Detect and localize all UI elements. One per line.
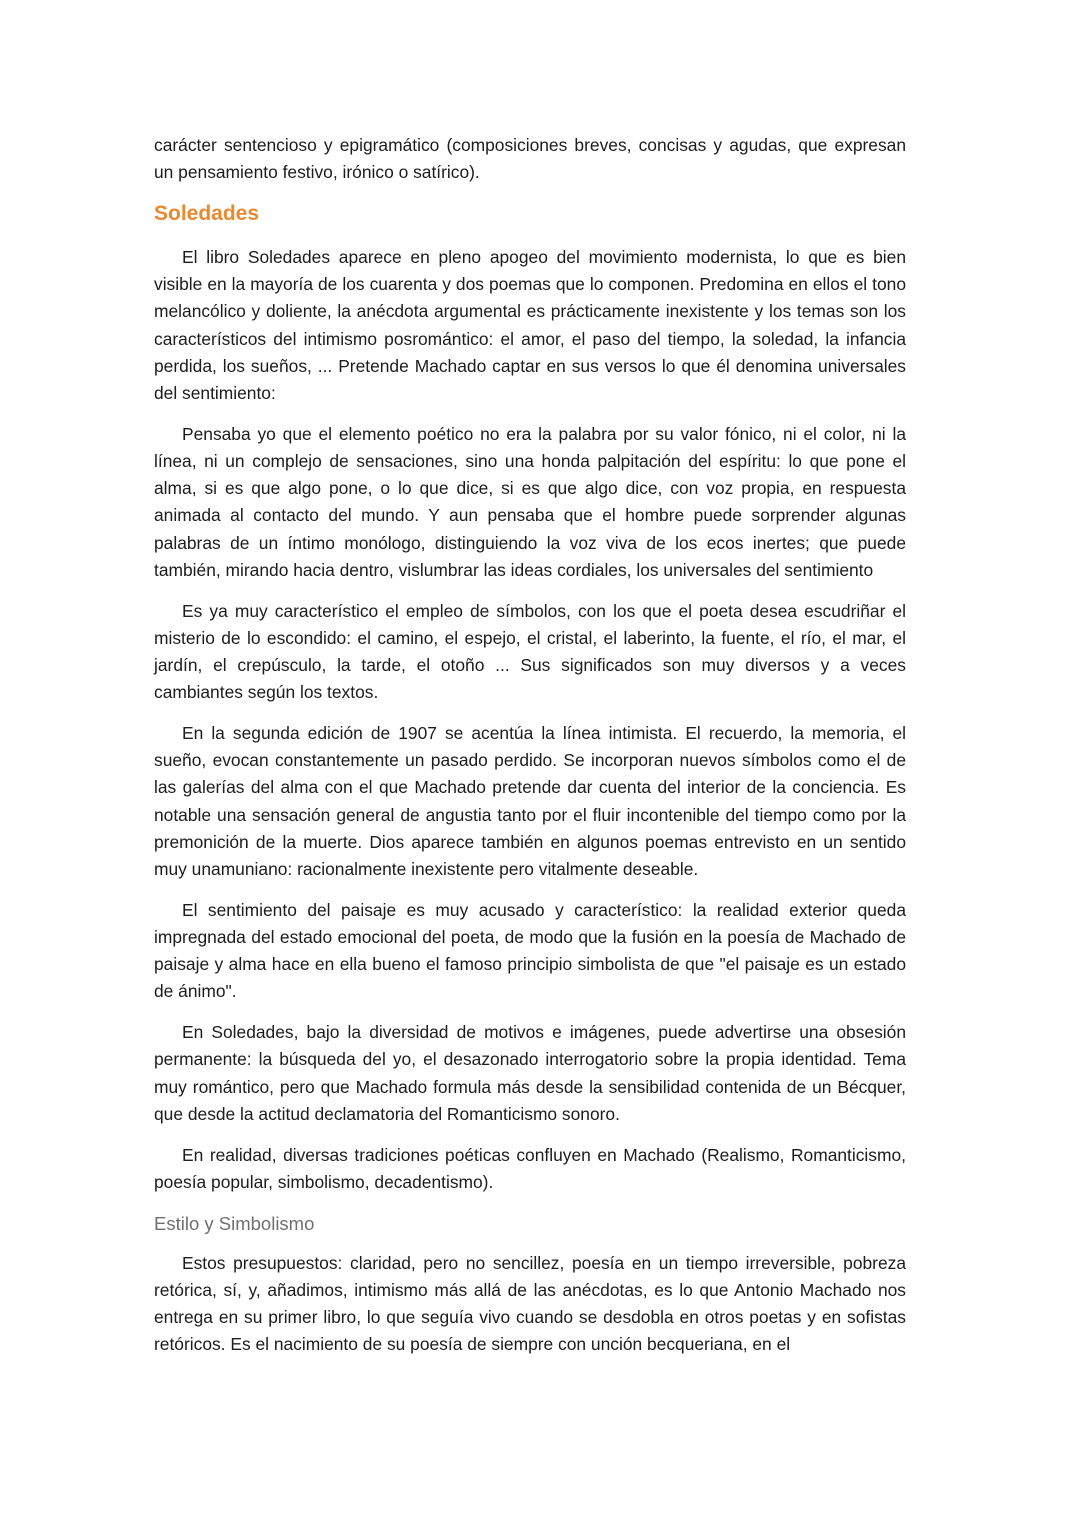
intro-paragraph: carácter sentencioso y epigramático (composiciones breves, concisas y agudas, que expresan un pensamiento festivo, irónico o satírico).: [154, 135, 906, 183]
subsection-title: Estilo y Simbolismo: [154, 1212, 315, 1234]
document-page: [154, 132, 906, 1372]
paragraph-7: En realidad, diversas tradiciones poéticas confluyen en Machado (Realismo, Romanticismo, poesía popular, simbolismo, decadentismo).: [154, 1144, 906, 1192]
paragraph-2-quote: Pensaba yo que el elemento poético no era la palabra por su valor fónico, ni el color, ni la línea, ni un complejo de sensaciones, sino una honda palpitación del espíritu: lo que pone el alma, si es que algo pone, o lo que dice, si es que algo dice, con voz propia, en respuesta animada al contacto del mundo. Y aun pensaba que el hombre puede sorprender algunas palabras de un íntimo monólogo, distinguiendo la voz viva de los ecos inertes; que puede también, mirando hacia dentro, vislumbrar las ideas cordiales, los universales del sentimiento: [154, 423, 906, 580]
paragraph-4: En la segunda edición de 1907 se acentúa la línea intimista. El recuerdo, la memoria, el sueño, evocan constantemente un pasado perdido. Se incorporan nuevos símbolos como el de las galerías del alma con el que Machado pretende dar cuenta del interior de la conciencia. Es notable una sensación general de angustia tanto por el fluir incontenible del tiempo como por la premonición de la muerte. Dios aparece también en algunos poemas entrevisto en un sentido muy unamuniano: racionalmente inexistente pero vitalmente deseable.: [154, 723, 906, 880]
paragraph-5: El sentimiento del paisaje es muy acusado y característico: la realidad exterior queda impregnada del estado emocional del poeta, de modo que la fusión en la poesía de Machado de paisaje y alma hace en ella bueno el famoso principio simbolista de que "el paisaje es un estado de ánimo".: [154, 899, 906, 1002]
paragraph-1: El libro Soledades aparece en pleno apogeo del movimiento modernista, lo que es bien visible en la mayoría de los cuarenta y dos poemas que lo componen. Predomina en ellos el tono melancólico y doliente, la anécdota argumental es prácticamente inexistente y los temas son los característicos del intimismo posromántico: el amor, el paso del tiempo, la soledad, la infancia perdida, los sueños, ... Pretende Machado captar en sus versos lo que él denomina universales del sentimiento:: [154, 247, 906, 404]
section-title: Soledades: [154, 202, 260, 225]
final-paragraph: Estos presupuestos: claridad, pero no sencillez, poesía en un tiempo irreversible, pobreza retórica, sí, y, añadimos, intimismo más allá de las anécdotas, es lo que Antonio Machado nos entrega en su primer libro, lo que seguía vivo cuando se desdobla en otros poetas y en sofistas retóricos. Es el nacimiento de su poesía de siempre con unción becqueriana, en el: [154, 1252, 906, 1355]
paragraph-6: En Soledades, bajo la diversidad de motivos e imágenes, puede advertirse una obsesión permanente: la búsqueda del yo, el desazonado interrogatorio sobre la propia identidad. Tema muy romántico, pero que Machado formula más desde la sensibilidad contenida de un Bécquer, que desde la actitud declamatoria del Romanticismo sonoro.: [154, 1022, 906, 1124]
paragraph-3: Es ya muy característico el empleo de símbolos, con los que el poeta desea escudriñar el misterio de lo escondido: el camino, el espejo, el cristal, el laberinto, la fuente, el río, el mar, el jardín, el crepúsculo, la tarde, el otoño ... Sus significados son muy diversos y a veces cambiantes según los textos.: [154, 600, 906, 703]
